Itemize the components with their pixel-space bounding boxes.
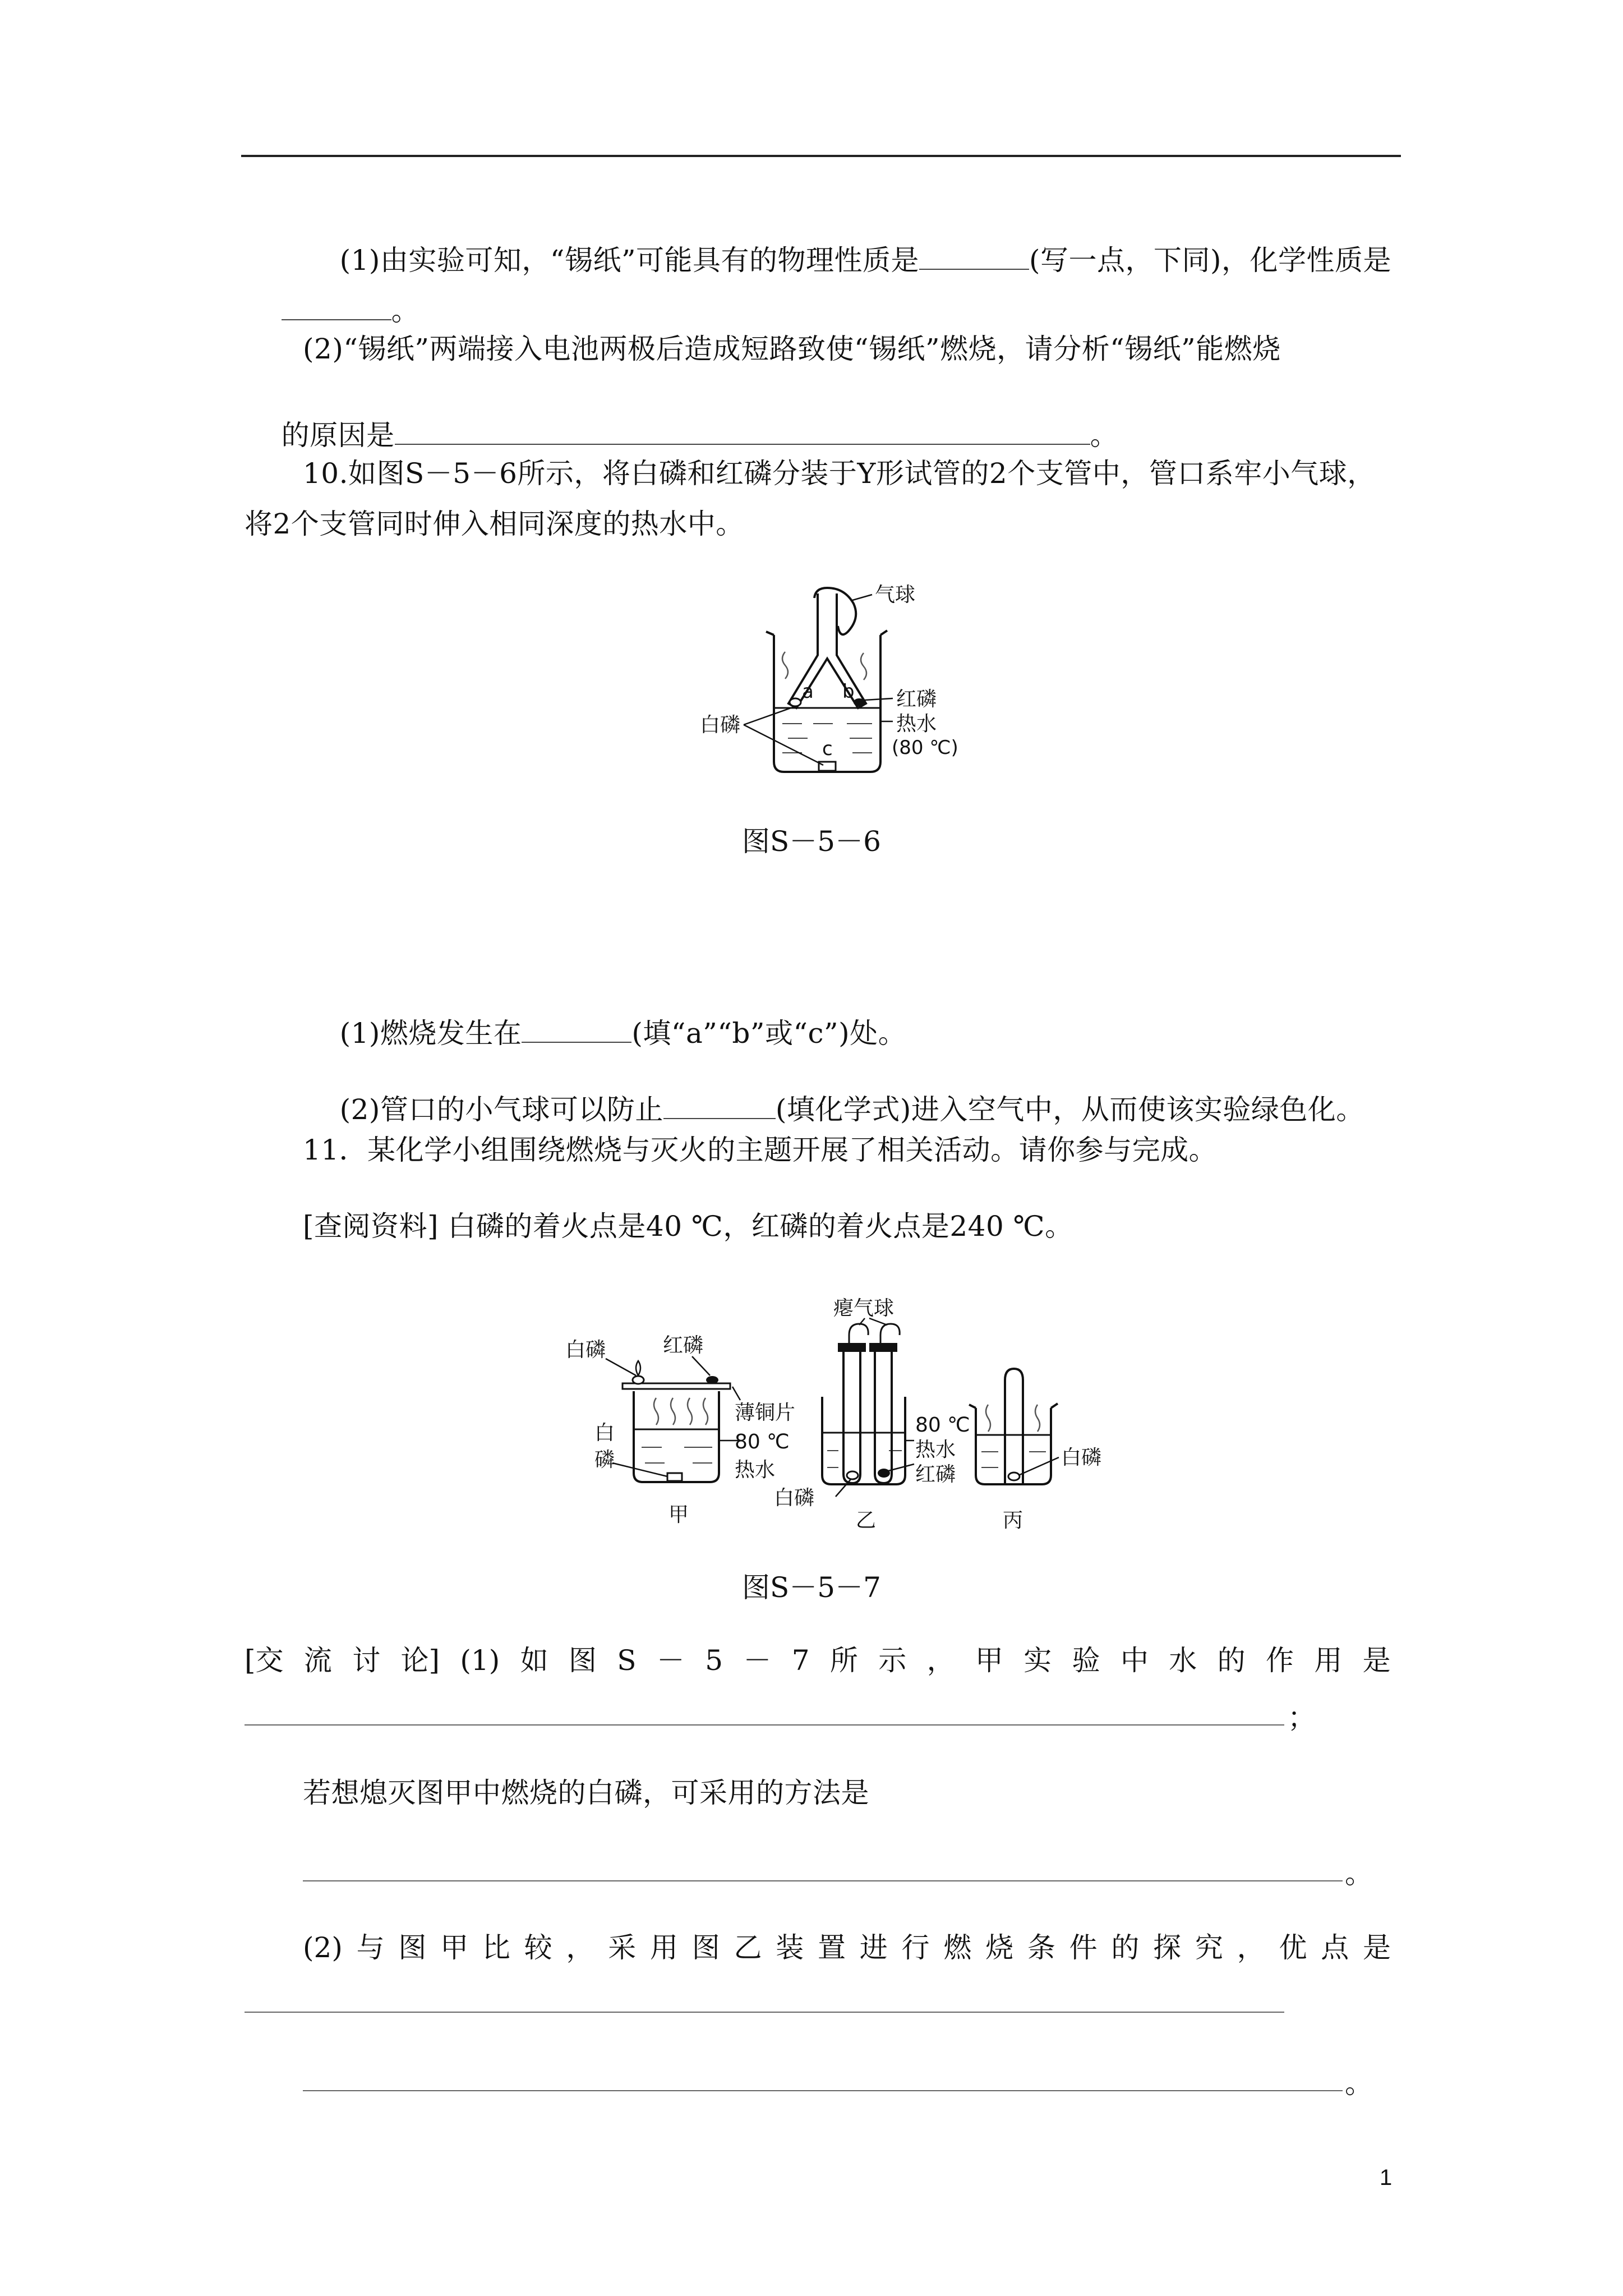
label-temperature: (80 ℃): [892, 737, 958, 759]
jia-label-white-1: 白: [594, 1421, 615, 1444]
yi-label-hot-water: 热水: [915, 1438, 956, 1461]
q9-part1-line1: [303, 206, 1391, 314]
spaced-word: 比: [482, 1931, 510, 1964]
spaced-word: 究: [1195, 1931, 1223, 1964]
spaced-word: [交: [245, 1644, 284, 1677]
q11-method-end: 。: [1345, 1857, 1373, 1890]
spaced-word: ，: [926, 1644, 955, 1677]
answer-blank[interactable]: [919, 244, 1029, 270]
balloon: [814, 588, 856, 634]
spaced-word: (1): [460, 1644, 500, 1677]
jia-beaker: [634, 1391, 719, 1482]
jia-label-red-phosphorus: 红磷: [663, 1334, 704, 1357]
spaced-word: 中: [1120, 1644, 1149, 1677]
yi-label-temperature: 80 ℃: [915, 1414, 970, 1437]
jia-label-white-phosphorus-top: 白磷: [565, 1338, 606, 1361]
jia-label-copper-sheet: 薄铜片: [735, 1401, 796, 1424]
spaced-word: －: [743, 1644, 772, 1677]
q10-part2-text-a: (2)管口的小气球可以防止: [339, 1093, 663, 1126]
spaced-word: 甲: [975, 1644, 1003, 1677]
spaced-word: 燃: [943, 1931, 972, 1964]
setup-bing: [969, 1369, 1101, 1532]
setup-name-yi: 乙: [856, 1509, 877, 1532]
bing-label-white-phosphorus: 白磷: [1061, 1446, 1102, 1469]
spaced-word: 较: [524, 1931, 552, 1964]
spaced-word: 是: [1362, 1931, 1391, 1964]
spaced-word: ，: [566, 1931, 594, 1964]
flame-icon: [636, 1361, 640, 1375]
figure-caption-s-5-7: 图S－5－7: [742, 1571, 881, 1604]
answer-blank[interactable]: [303, 1880, 1343, 1881]
red-phosphorus-b: [854, 698, 865, 706]
label-hot-water: 热水: [896, 712, 937, 735]
setup-name-bing: 丙: [1003, 1509, 1023, 1532]
yi-label-balloon: 瘪气球: [833, 1297, 895, 1320]
q11-info: [查阅资料] 白磷的着火点是40 ℃，红磷的着火点是240 ℃。: [303, 1210, 1073, 1243]
spaced-word: 的: [1111, 1931, 1140, 1964]
spaced-word: 如: [520, 1644, 548, 1677]
spaced-word: 所: [829, 1644, 858, 1677]
spaced-word: 的: [1217, 1644, 1246, 1677]
spaced-word: 装: [776, 1931, 804, 1964]
figure-three-setups: [565, 1285, 1161, 1532]
q9-part2-end: 。: [1090, 419, 1119, 452]
q11-discuss-line: [245, 1642, 1391, 1678]
spaced-word: (2): [303, 1931, 343, 1964]
spaced-word: 甲: [440, 1931, 469, 1964]
jia-label-temperature: 80 ℃: [735, 1430, 790, 1453]
yi-label-red-phosphorus: 红磷: [915, 1463, 956, 1486]
spaced-word: 采: [608, 1931, 637, 1964]
spaced-word: 行: [901, 1931, 930, 1964]
answer-blank[interactable]: [245, 1724, 1284, 1726]
spaced-word: 示: [878, 1644, 907, 1677]
answer-blank[interactable]: [395, 419, 1090, 445]
spaced-word: S: [617, 1644, 637, 1677]
answer-blank[interactable]: [245, 2012, 1284, 2013]
spaced-word: 件: [1069, 1931, 1098, 1964]
header-rule: [241, 155, 1401, 157]
figure-y-tube: [700, 583, 1004, 785]
yi-balloon-left: [849, 1324, 868, 1343]
white-phosphorus-a: [790, 698, 801, 706]
label-a: a: [802, 680, 814, 703]
setup-name-jia: 甲: [668, 1503, 689, 1526]
spaced-word: 图: [691, 1931, 720, 1964]
spaced-word: 置: [818, 1931, 846, 1964]
spaced-word: 5: [705, 1644, 723, 1677]
bing-tube: [1005, 1369, 1023, 1483]
spaced-word: 讨: [352, 1644, 381, 1677]
q10-part1-text-a: (1)燃烧发生在: [339, 1017, 522, 1050]
q9-part2-line1: (2)“锡纸”两端接入电池两极后造成短路致使“锡纸”燃烧，请分析“锡纸”能燃烧: [303, 333, 1281, 365]
q10-part2-text-b: (填化学式)进入空气中，从而使该实验绿色化。: [775, 1093, 1364, 1126]
spaced-word: 探: [1153, 1931, 1182, 1964]
spaced-word: 点: [1321, 1931, 1349, 1964]
spaced-word: 条: [1027, 1931, 1055, 1964]
spaced-word: 作: [1265, 1644, 1294, 1677]
spaced-word: 是: [1362, 1644, 1391, 1677]
label-b: b: [842, 680, 855, 703]
yi-balloon-right: [880, 1324, 900, 1343]
white-phosphorus-c: [819, 762, 836, 771]
spaced-word: 与: [356, 1931, 385, 1964]
q11-discuss-end: ；: [1288, 1701, 1316, 1734]
spaced-word: 图: [398, 1931, 427, 1964]
q10-intro-line2: 将2个支管同时伸入相同深度的热水中。: [245, 508, 744, 540]
spaced-word: 论]: [400, 1644, 440, 1677]
setup-jia: [565, 1334, 795, 1526]
yi-stopper-right: [869, 1343, 897, 1352]
q9-part2-text-a: 的原因是: [281, 419, 395, 452]
spaced-word: 优: [1279, 1931, 1307, 1964]
spaced-word: 乙: [734, 1931, 762, 1964]
spaced-word: 7: [791, 1644, 810, 1677]
q11-compare-line: [303, 1930, 1391, 1966]
label-c: c: [822, 738, 833, 760]
q11-method-line: 若想熄灭图甲中燃烧的白磷，可采用的方法是: [303, 1777, 869, 1809]
figure-caption-s-5-6: 图S－5－6: [742, 825, 881, 858]
jia-label-hot-water: 热水: [735, 1458, 776, 1481]
q9-part1-text-a: (1)由实验可知，“锡纸”可能具有的物理性质是: [339, 244, 920, 277]
label-red-phosphorus: 红磷: [896, 688, 937, 711]
q10-part1-text-b: (填“a”“b”或“c”)处。: [631, 1017, 907, 1050]
answer-blank[interactable]: [303, 2090, 1343, 2091]
spaced-word: 进: [859, 1931, 888, 1964]
q9-part1-text-b: (写一点，下同)，化学性质是: [1029, 244, 1392, 277]
spaced-word: －: [656, 1644, 685, 1677]
yi-tube-right: [875, 1351, 892, 1483]
spaced-word: 验: [1072, 1644, 1100, 1677]
setup-yi: [774, 1297, 970, 1532]
yi-tube-left: [843, 1351, 860, 1483]
page-number: 1: [1380, 2165, 1393, 2190]
yi-stopper-left: [838, 1343, 866, 1352]
spaced-word: ，: [1237, 1931, 1265, 1964]
jia-label-white-2: 磷: [594, 1448, 615, 1471]
spaced-word: 用: [649, 1931, 678, 1964]
answer-blank[interactable]: [522, 1017, 631, 1043]
spaced-word: 图: [568, 1644, 597, 1677]
spaced-word: 流: [303, 1644, 332, 1677]
spaced-word: 水: [1169, 1644, 1197, 1677]
spaced-word: 实: [1023, 1644, 1052, 1677]
spaced-word: 用: [1314, 1644, 1343, 1677]
yi-label-white-phosphorus: 白磷: [774, 1487, 815, 1510]
answer-blank[interactable]: [282, 295, 391, 320]
spaced-word: 烧: [985, 1931, 1014, 1964]
q9-part1-end: 。: [391, 295, 420, 327]
q11-compare-end: 。: [1345, 2067, 1373, 2100]
label-balloon: 气球: [875, 583, 916, 606]
q10-intro-line1: 10.如图S－5－6所示，将白磷和红磷分装于Y形试管的2个支管中，管口系牢小气球，: [303, 457, 1376, 490]
label-white-phosphorus: 白磷: [700, 714, 741, 737]
answer-blank[interactable]: [663, 1093, 776, 1119]
q11-intro: 11．某化学小组围绕燃烧与灭火的主题开展了相关活动。请你参与完成。: [303, 1134, 1218, 1166]
